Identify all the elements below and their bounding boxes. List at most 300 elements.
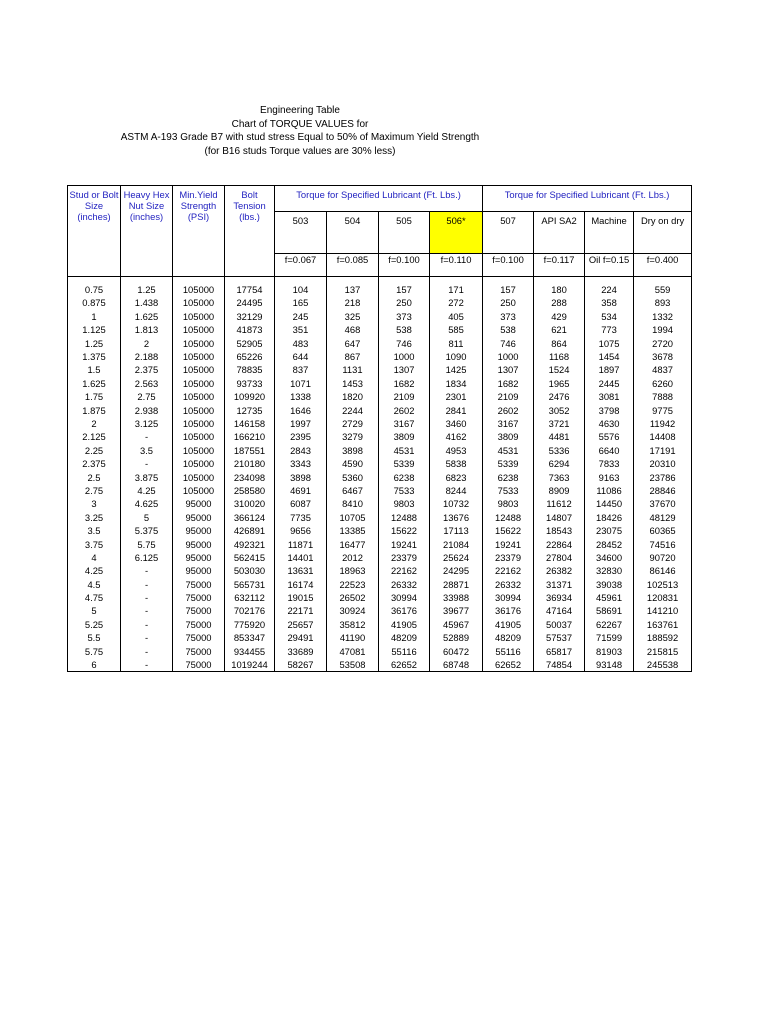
table-cell: 1.438 bbox=[121, 296, 173, 309]
table-cell: 13631 bbox=[275, 564, 327, 577]
table-cell: 157 bbox=[483, 283, 534, 296]
table-cell: 250 bbox=[379, 296, 430, 309]
table-cell: 95000 bbox=[173, 537, 225, 550]
table-cell: 13676 bbox=[430, 511, 483, 524]
table-cell: 37670 bbox=[634, 497, 692, 510]
table-cell: 105000 bbox=[173, 470, 225, 483]
table-cell: 62652 bbox=[483, 658, 534, 672]
title-line: ASTM A-193 Grade B7 with stud stress Equal to 50% of Maximum Yield Strength bbox=[120, 132, 480, 143]
table-cell: 5339 bbox=[483, 457, 534, 470]
table-cell: 41905 bbox=[483, 618, 534, 631]
table-row bbox=[68, 537, 692, 550]
table-cell: 32129 bbox=[225, 310, 275, 323]
table-cell: 9803 bbox=[483, 497, 534, 510]
table-cell: 95000 bbox=[173, 551, 225, 564]
table-cell: 351 bbox=[275, 323, 327, 336]
table-row bbox=[68, 296, 692, 309]
table-cell: 3.5 bbox=[68, 524, 121, 537]
table-cell: 25657 bbox=[275, 618, 327, 631]
table-cell: 104 bbox=[275, 283, 327, 296]
table-cell: 157 bbox=[379, 283, 430, 296]
table-row bbox=[68, 658, 692, 672]
table-cell: 68748 bbox=[430, 658, 483, 672]
table-cell: 3809 bbox=[379, 430, 430, 443]
table-cell: 41190 bbox=[327, 631, 379, 644]
table-row bbox=[68, 377, 692, 390]
table-cell: 6823 bbox=[430, 470, 483, 483]
table-cell: 2.563 bbox=[121, 377, 173, 390]
table-cell: 1.875 bbox=[68, 404, 121, 417]
header-stud-size: Stud or Bolt Size (inches) bbox=[68, 186, 121, 277]
table-cell: 2 bbox=[121, 337, 173, 350]
table-cell: - bbox=[121, 591, 173, 604]
table-cell: 1075 bbox=[585, 337, 634, 350]
table-cell: 187551 bbox=[225, 444, 275, 457]
table-cell: 5576 bbox=[585, 430, 634, 443]
header-torque-group-1: Torque for Specified Lubricant (Ft. Lbs.) bbox=[275, 186, 483, 212]
table-cell: 26382 bbox=[534, 564, 585, 577]
table-cell: 48209 bbox=[483, 631, 534, 644]
table-row bbox=[68, 457, 692, 470]
table-cell: 2841 bbox=[430, 404, 483, 417]
table-cell: 0.875 bbox=[68, 296, 121, 309]
table-cell: 7363 bbox=[534, 470, 585, 483]
table-cell: 837 bbox=[275, 363, 327, 376]
table-cell: 2.125 bbox=[68, 430, 121, 443]
table-row bbox=[68, 645, 692, 658]
table-cell: 163761 bbox=[634, 618, 692, 631]
table-cell: 26332 bbox=[483, 578, 534, 591]
table-cell: 2244 bbox=[327, 404, 379, 417]
table-cell: 12735 bbox=[225, 404, 275, 417]
table-cell: 5.5 bbox=[68, 631, 121, 644]
table-cell: 60365 bbox=[634, 524, 692, 537]
table-cell: 2476 bbox=[534, 390, 585, 403]
table-cell: 14408 bbox=[634, 430, 692, 443]
table-cell: 105000 bbox=[173, 283, 225, 296]
table-cell: 4837 bbox=[634, 363, 692, 376]
header-friction: f=0.100 bbox=[379, 254, 430, 277]
table-cell: 55116 bbox=[483, 645, 534, 658]
header-bolt-tension: Bolt Tension (lbs.) bbox=[225, 186, 275, 277]
table-cell: 105000 bbox=[173, 377, 225, 390]
table-cell: 3081 bbox=[585, 390, 634, 403]
table-cell: 1.25 bbox=[121, 283, 173, 296]
header-friction: f=0.400 bbox=[634, 254, 692, 277]
table-cell: 272 bbox=[430, 296, 483, 309]
table-cell: 105000 bbox=[173, 417, 225, 430]
table-row bbox=[68, 484, 692, 497]
table-row bbox=[68, 618, 692, 631]
table-cell: 864 bbox=[534, 337, 585, 350]
table-cell: 373 bbox=[483, 310, 534, 323]
table-cell: 245538 bbox=[634, 658, 692, 672]
table-cell: 6087 bbox=[275, 497, 327, 510]
table-cell: 7833 bbox=[585, 457, 634, 470]
table-cell: 62267 bbox=[585, 618, 634, 631]
table-cell: 503030 bbox=[225, 564, 275, 577]
table-cell: 93733 bbox=[225, 377, 275, 390]
table-cell: 95000 bbox=[173, 564, 225, 577]
table-cell: 28846 bbox=[634, 484, 692, 497]
table-cell: 36176 bbox=[483, 604, 534, 617]
table-cell: 41905 bbox=[379, 618, 430, 631]
table-cell: 1682 bbox=[379, 377, 430, 390]
table-cell: 4.25 bbox=[121, 484, 173, 497]
table-row bbox=[68, 524, 692, 537]
header-torque-group-2: Torque for Specified Lubricant (Ft. Lbs.) bbox=[483, 186, 692, 212]
table-cell: 75000 bbox=[173, 578, 225, 591]
table-cell: 5 bbox=[121, 511, 173, 524]
table-cell: 23379 bbox=[379, 551, 430, 564]
table-cell: 4953 bbox=[430, 444, 483, 457]
table-row bbox=[68, 444, 692, 457]
table-cell: 11612 bbox=[534, 497, 585, 510]
header-friction: f=0.117 bbox=[534, 254, 585, 277]
table-cell: 95000 bbox=[173, 497, 225, 510]
table-cell: 2.25 bbox=[68, 444, 121, 457]
table-cell: 105000 bbox=[173, 350, 225, 363]
table-cell: 21084 bbox=[430, 537, 483, 550]
table-cell: 7533 bbox=[379, 484, 430, 497]
table-cell: 5.375 bbox=[121, 524, 173, 537]
table-cell: 250 bbox=[483, 296, 534, 309]
table-cell: 75000 bbox=[173, 631, 225, 644]
table-row bbox=[68, 511, 692, 524]
table-cell: 565731 bbox=[225, 578, 275, 591]
table-cell: 141210 bbox=[634, 604, 692, 617]
table-cell: 50037 bbox=[534, 618, 585, 631]
table-cell: 93148 bbox=[585, 658, 634, 672]
table-row bbox=[68, 363, 692, 376]
table-row bbox=[68, 497, 692, 510]
table-cell: 19241 bbox=[379, 537, 430, 550]
table-row bbox=[68, 390, 692, 403]
table-cell: 426891 bbox=[225, 524, 275, 537]
table-row bbox=[68, 337, 692, 350]
table-row bbox=[68, 404, 692, 417]
table-cell: 288 bbox=[534, 296, 585, 309]
table-cell: 1.5 bbox=[68, 363, 121, 376]
table-cell: - bbox=[121, 578, 173, 591]
table-cell: 105000 bbox=[173, 430, 225, 443]
table-cell: 853347 bbox=[225, 631, 275, 644]
table-cell: 120831 bbox=[634, 591, 692, 604]
table-cell: 57537 bbox=[534, 631, 585, 644]
table-cell: 23075 bbox=[585, 524, 634, 537]
table-row bbox=[68, 631, 692, 644]
table-cell: 146158 bbox=[225, 417, 275, 430]
table-cell: 7735 bbox=[275, 511, 327, 524]
table-cell: 3809 bbox=[483, 430, 534, 443]
table-cell: - bbox=[121, 645, 173, 658]
table-cell: 109920 bbox=[225, 390, 275, 403]
table-cell: 746 bbox=[379, 337, 430, 350]
table-cell: 585 bbox=[430, 323, 483, 336]
table-cell: 86146 bbox=[634, 564, 692, 577]
table-cell: 6 bbox=[68, 658, 121, 672]
table-cell: - bbox=[121, 604, 173, 617]
table-cell: 4162 bbox=[430, 430, 483, 443]
table-cell: 0.75 bbox=[68, 283, 121, 296]
title-line: (for B16 studs Torque values are 30% less) bbox=[204, 145, 396, 157]
table-cell: - bbox=[121, 564, 173, 577]
table-cell: 22162 bbox=[379, 564, 430, 577]
table-cell: - bbox=[121, 430, 173, 443]
table-cell: 1.25 bbox=[68, 337, 121, 350]
table-cell: 1000 bbox=[379, 350, 430, 363]
header-lubricant: 504 bbox=[327, 212, 379, 254]
table-cell: 105000 bbox=[173, 337, 225, 350]
table-cell: 22864 bbox=[534, 537, 585, 550]
table-cell: 11942 bbox=[634, 417, 692, 430]
table-row bbox=[68, 551, 692, 564]
table-cell: 210180 bbox=[225, 457, 275, 470]
table-cell: 1646 bbox=[275, 404, 327, 417]
table-cell: 2.75 bbox=[121, 390, 173, 403]
table-cell: 27804 bbox=[534, 551, 585, 564]
table-cell: 2301 bbox=[430, 390, 483, 403]
table-cell: 17113 bbox=[430, 524, 483, 537]
table-cell: 14450 bbox=[585, 497, 634, 510]
table-cell: 14401 bbox=[275, 551, 327, 564]
table-cell: - bbox=[121, 658, 173, 672]
table-cell: 2395 bbox=[275, 430, 327, 443]
table-cell: 30994 bbox=[379, 591, 430, 604]
table-cell: 60472 bbox=[430, 645, 483, 658]
table-cell: 1820 bbox=[327, 390, 379, 403]
table-cell: 30924 bbox=[327, 604, 379, 617]
table-cell: 105000 bbox=[173, 444, 225, 457]
table-cell: 137 bbox=[327, 283, 379, 296]
table-cell: 234098 bbox=[225, 470, 275, 483]
table-cell: 4590 bbox=[327, 457, 379, 470]
table-cell: 105000 bbox=[173, 404, 225, 417]
table-cell: 1454 bbox=[585, 350, 634, 363]
table-cell: 75000 bbox=[173, 645, 225, 658]
table-cell: 65226 bbox=[225, 350, 275, 363]
table-cell: 1834 bbox=[430, 377, 483, 390]
table-cell: 4.75 bbox=[68, 591, 121, 604]
table-cell: 534 bbox=[585, 310, 634, 323]
header-lubricant-highlighted: 506* bbox=[430, 212, 483, 254]
table-cell: 258580 bbox=[225, 484, 275, 497]
table-cell: 429 bbox=[534, 310, 585, 323]
table-cell: - bbox=[121, 631, 173, 644]
table-body bbox=[68, 283, 692, 672]
table-cell: 1071 bbox=[275, 377, 327, 390]
table-cell: 6238 bbox=[483, 470, 534, 483]
table-cell: 773 bbox=[585, 323, 634, 336]
table-row bbox=[68, 417, 692, 430]
table-cell: 105000 bbox=[173, 484, 225, 497]
table-cell: 18426 bbox=[585, 511, 634, 524]
table-cell: 8244 bbox=[430, 484, 483, 497]
table-cell: 90720 bbox=[634, 551, 692, 564]
table-cell: 2843 bbox=[275, 444, 327, 457]
header-lubricant: Machine bbox=[585, 212, 634, 254]
table-cell: 3898 bbox=[275, 470, 327, 483]
table-cell: 2.5 bbox=[68, 470, 121, 483]
table-cell: 3.75 bbox=[68, 537, 121, 550]
table-cell: 11086 bbox=[585, 484, 634, 497]
table-cell: 2602 bbox=[379, 404, 430, 417]
header-lubricant: Dry on dry bbox=[634, 212, 692, 254]
table-cell: 366124 bbox=[225, 511, 275, 524]
table-cell: 1338 bbox=[275, 390, 327, 403]
header-friction: f=0.067 bbox=[275, 254, 327, 277]
table-cell: 9656 bbox=[275, 524, 327, 537]
table-cell: 6.125 bbox=[121, 551, 173, 564]
table-cell: 55116 bbox=[379, 645, 430, 658]
table-cell: 3898 bbox=[327, 444, 379, 457]
table-cell: 1965 bbox=[534, 377, 585, 390]
table-cell: 3167 bbox=[483, 417, 534, 430]
table-cell: 775920 bbox=[225, 618, 275, 631]
table-cell: 5 bbox=[68, 604, 121, 617]
table-cell: 48209 bbox=[379, 631, 430, 644]
table-cell: 1307 bbox=[379, 363, 430, 376]
table-cell: 32830 bbox=[585, 564, 634, 577]
table-cell: 746 bbox=[483, 337, 534, 350]
table-row bbox=[68, 470, 692, 483]
table-cell: 2.938 bbox=[121, 404, 173, 417]
table-cell: 621 bbox=[534, 323, 585, 336]
table-cell: 6260 bbox=[634, 377, 692, 390]
table-title bbox=[0, 104, 600, 158]
table-cell: 7533 bbox=[483, 484, 534, 497]
table-cell: 171 bbox=[430, 283, 483, 296]
table-cell: 17754 bbox=[225, 283, 275, 296]
table-cell: 47164 bbox=[534, 604, 585, 617]
table-cell: 893 bbox=[634, 296, 692, 309]
table-cell: 1.813 bbox=[121, 323, 173, 336]
table-row bbox=[68, 578, 692, 591]
table-cell: 22171 bbox=[275, 604, 327, 617]
table-cell: 48129 bbox=[634, 511, 692, 524]
table-cell: 4.5 bbox=[68, 578, 121, 591]
table-cell: 218 bbox=[327, 296, 379, 309]
table-cell: 1131 bbox=[327, 363, 379, 376]
table-cell: 1.625 bbox=[68, 377, 121, 390]
table-cell: 632112 bbox=[225, 591, 275, 604]
table-cell: 1997 bbox=[275, 417, 327, 430]
table-cell: 165 bbox=[275, 296, 327, 309]
table-cell: 33689 bbox=[275, 645, 327, 658]
table-cell: 538 bbox=[483, 323, 534, 336]
table-cell: 2445 bbox=[585, 377, 634, 390]
table-cell: - bbox=[121, 618, 173, 631]
table-cell: 2720 bbox=[634, 337, 692, 350]
table-cell: 20310 bbox=[634, 457, 692, 470]
table-cell: 75000 bbox=[173, 591, 225, 604]
table-cell: 405 bbox=[430, 310, 483, 323]
table-cell: 2109 bbox=[483, 390, 534, 403]
table-cell: 1.75 bbox=[68, 390, 121, 403]
table-row bbox=[68, 283, 692, 296]
table-cell: 1168 bbox=[534, 350, 585, 363]
table-cell: 45967 bbox=[430, 618, 483, 631]
table-cell: 1307 bbox=[483, 363, 534, 376]
header-friction: f=0.085 bbox=[327, 254, 379, 277]
table-cell: 1.625 bbox=[121, 310, 173, 323]
table-cell: 65817 bbox=[534, 645, 585, 658]
table-cell: 45961 bbox=[585, 591, 634, 604]
table-cell: 2 bbox=[68, 417, 121, 430]
table-cell: 12488 bbox=[483, 511, 534, 524]
table-cell: 562415 bbox=[225, 551, 275, 564]
table-cell: 35812 bbox=[327, 618, 379, 631]
table-cell: 180 bbox=[534, 283, 585, 296]
table-cell: 4531 bbox=[379, 444, 430, 457]
table-cell: 1.125 bbox=[68, 323, 121, 336]
table-cell: 3.125 bbox=[121, 417, 173, 430]
table-cell: 3343 bbox=[275, 457, 327, 470]
table-cell: 3052 bbox=[534, 404, 585, 417]
table-row bbox=[68, 350, 692, 363]
table-cell: 2.375 bbox=[121, 363, 173, 376]
table-cell: 74516 bbox=[634, 537, 692, 550]
table-cell: 934455 bbox=[225, 645, 275, 658]
table-cell: 224 bbox=[585, 283, 634, 296]
table-cell: 3.25 bbox=[68, 511, 121, 524]
table-cell: 6238 bbox=[379, 470, 430, 483]
table-cell: 34600 bbox=[585, 551, 634, 564]
table-cell: 1000 bbox=[483, 350, 534, 363]
table-cell: 15622 bbox=[379, 524, 430, 537]
table-cell: 16477 bbox=[327, 537, 379, 550]
table-cell: 52905 bbox=[225, 337, 275, 350]
table-cell: 2729 bbox=[327, 417, 379, 430]
table-cell: 4 bbox=[68, 551, 121, 564]
table-cell: 1 bbox=[68, 310, 121, 323]
header-lubricant: API SA2 bbox=[534, 212, 585, 254]
table-cell: 215815 bbox=[634, 645, 692, 658]
table-cell: 166210 bbox=[225, 430, 275, 443]
header-lubricant: 507 bbox=[483, 212, 534, 254]
table-cell: 15622 bbox=[483, 524, 534, 537]
table-cell: 5339 bbox=[379, 457, 430, 470]
table-cell: 811 bbox=[430, 337, 483, 350]
table-cell: 23786 bbox=[634, 470, 692, 483]
table-cell: 5336 bbox=[534, 444, 585, 457]
header-friction: Oil f=0.15 bbox=[585, 254, 634, 277]
table-cell: 29491 bbox=[275, 631, 327, 644]
table-cell: 2012 bbox=[327, 551, 379, 564]
table-cell: 2.188 bbox=[121, 350, 173, 363]
table-cell: 492321 bbox=[225, 537, 275, 550]
table-cell: 33988 bbox=[430, 591, 483, 604]
table-cell: 245 bbox=[275, 310, 327, 323]
table-cell: 105000 bbox=[173, 310, 225, 323]
table-cell: 24495 bbox=[225, 296, 275, 309]
table-cell: 22523 bbox=[327, 578, 379, 591]
table-cell: 18543 bbox=[534, 524, 585, 537]
table-cell: 4531 bbox=[483, 444, 534, 457]
table-cell: 11871 bbox=[275, 537, 327, 550]
table-cell: 62652 bbox=[379, 658, 430, 672]
table-cell: 559 bbox=[634, 283, 692, 296]
table-cell: 5360 bbox=[327, 470, 379, 483]
table-cell: 17191 bbox=[634, 444, 692, 457]
header-yield-strength: Min.Yield Strength (PSI) bbox=[173, 186, 225, 277]
table-cell: 5.75 bbox=[68, 645, 121, 658]
table-cell: 5.75 bbox=[121, 537, 173, 550]
table-cell: 5.25 bbox=[68, 618, 121, 631]
table-cell: 1019244 bbox=[225, 658, 275, 672]
header-lubricant: 505 bbox=[379, 212, 430, 254]
table-cell: 16174 bbox=[275, 578, 327, 591]
